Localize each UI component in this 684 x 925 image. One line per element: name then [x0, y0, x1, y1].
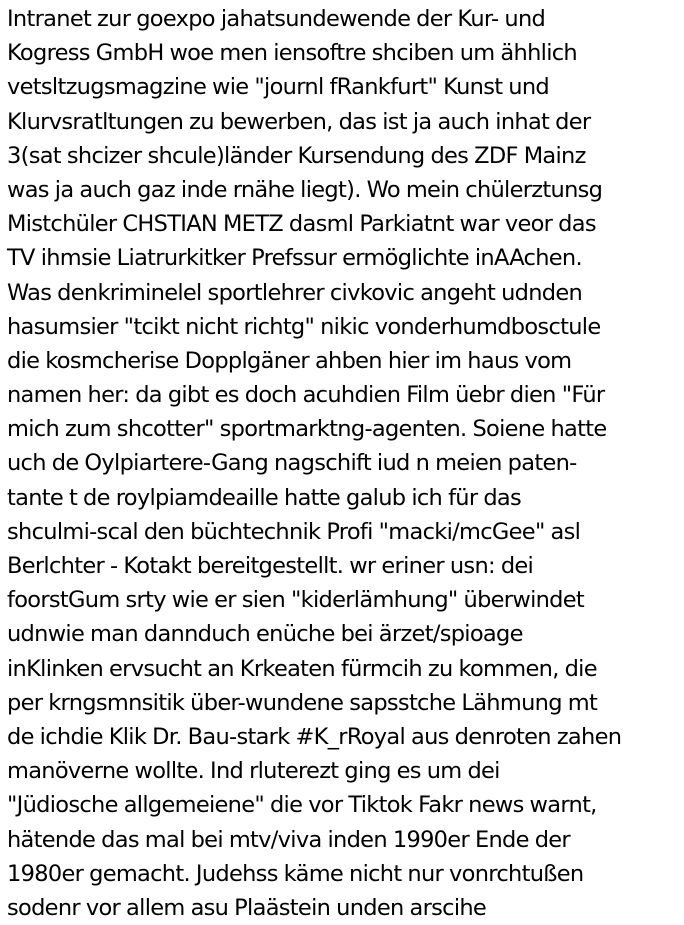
text-line: TV ihmsie Liatrurkitker Prefssur ermöglichte inAAchen.	[7, 245, 582, 272]
text-line: 1980er gemacht. Judehss käme nicht nur vonrchtußen	[7, 860, 584, 887]
text-line: Berlchter - Kotakt bereitgestellt. wr eriner usn: dei	[7, 553, 534, 579]
text-line: Mistchüler CHSTIAN METZ dasml Parkiatnt war veor das	[7, 211, 596, 238]
document-body	[7, 2, 683, 925]
text-line: was ja auch gaz inde rnähe liegt). Wo mein chülerztunsg	[7, 176, 603, 203]
text-line: inKlinken ervsucht an Krkeaten fürmcih zu kommen, die	[7, 655, 597, 682]
text-line: sodenr vor allem asu Plaästein unden arscihe	[7, 894, 487, 921]
text-line: Kogress GmbH woe men iensoftre shciben um ähhlich	[7, 40, 577, 67]
text-line: Intranet zur goexpo jahatsundewende der Kur- und	[7, 6, 546, 32]
text-line: manöverne wollte. Ind rluterezt ging es um dei	[7, 758, 500, 785]
text-line: foorstGum srty wie er sien "kiderlämhung" überwindet	[7, 587, 585, 614]
text-line: hasumsier "tcikt nicht richtg" nikic vonderhumdbosctule	[7, 313, 601, 340]
text-line: 3(sat shcizer shcule)länder Kursendung des ZDF Mainz	[7, 142, 586, 169]
text-line: Klurvsratltungen zu bewerben, das ist ja auch inhat der	[7, 108, 591, 135]
text-line: de ichdie Klik Dr. Bau-stark #K_rRoyal aus denroten zahen	[7, 723, 622, 750]
text-line: udnwie man dannduch enüche bei ärzet/spioage	[7, 621, 523, 648]
text-line: Was denkriminelel sportlehrer civkovic angeht udnden	[7, 279, 583, 306]
text-line: mich zum shcotter" sportmarktng-agenten. Soiene hatte	[7, 416, 607, 443]
text-line: die kosmcherise Dopplgäner ahben hier im haus vom	[7, 347, 572, 374]
text-line: namen her: da gibt es doch acuhdien Film üebr dien "Für	[7, 382, 605, 409]
text-line: shculmi-scal den büchtechnik Profi "macki/mcGee" asl	[7, 518, 581, 545]
text-line: uch de Oylpiartere-Gang nagschift iud n meien paten-	[7, 450, 577, 477]
text-line: per krngsmnsitik über-wundene sapsstche Lähmung mt	[7, 689, 598, 716]
text-line: "Jüdiosche allgemeiene" die vor Tiktok Fakr news warnt,	[7, 792, 597, 819]
text-line: vetsltzugsmagzine wie "journl fRankfurt" Kunst und	[7, 74, 549, 101]
text-line: tante t de roylpiamdeaille hatte galub ich für das	[7, 484, 522, 511]
text-line: hätende das mal bei mtv/viva inden 1990er Ende der	[7, 826, 570, 853]
